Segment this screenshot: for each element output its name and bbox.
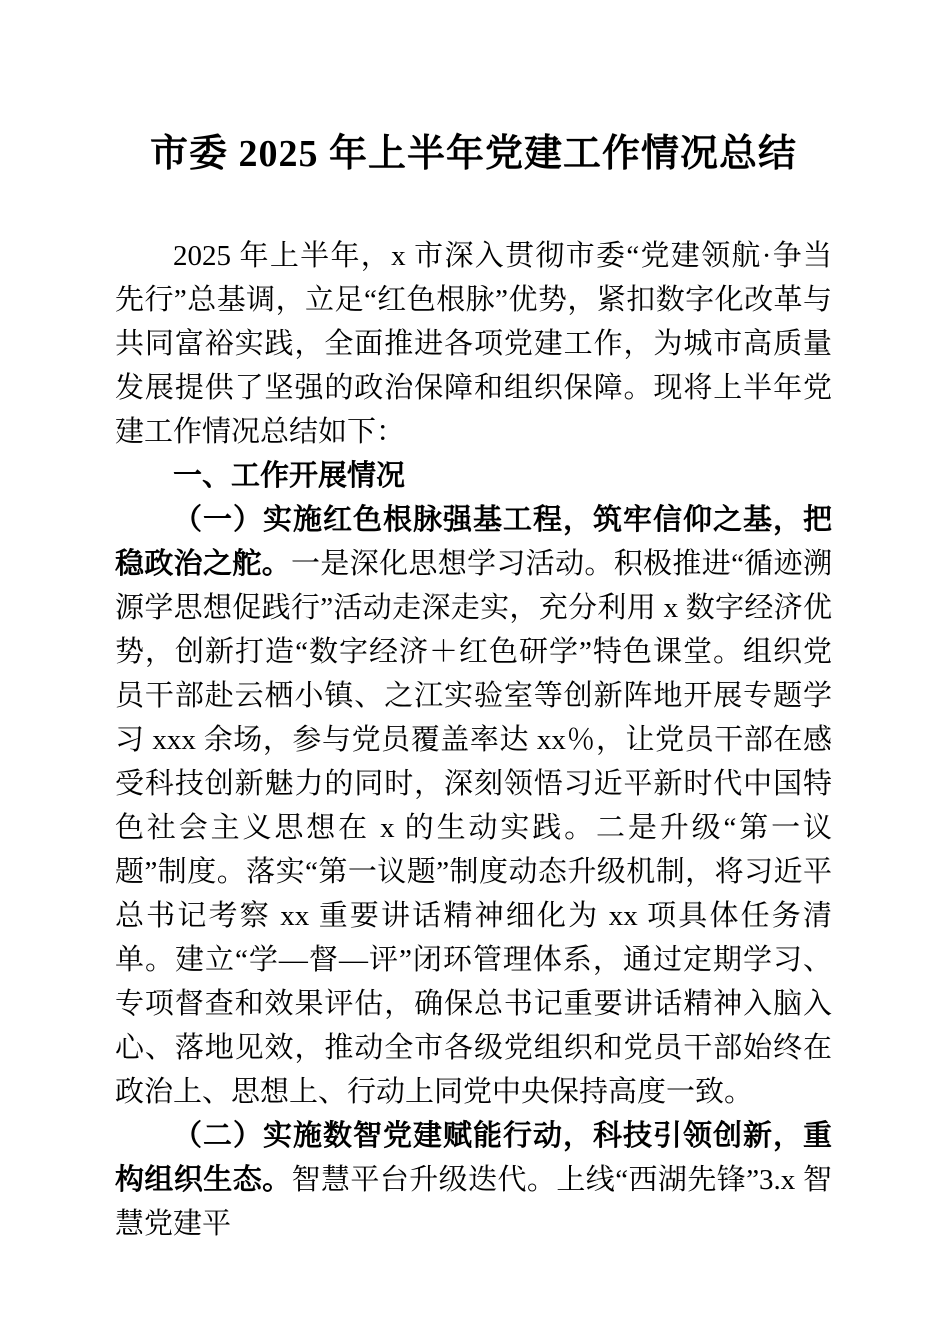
section-1-heading: 一、工作开展情况 (173, 460, 406, 492)
paragraph-item-1 (115, 498, 832, 1114)
item-1-text: 一是深化思想学习活动。积极推进“循迹溯源学思想促践行”活动走深走实，充分利用 x 数字经济优势，创新打造“数字经济＋红色研学”特色课堂。组织党员干部赴云栖小镇、之江实验室等创新阵地开展专题学习 xxx 余场，参与党员覆盖率达 xx％，让党员干部在感受科技创新魅力的同时，深刻领悟习近平新时代中国特色社会主义思想在 x 的生动实践。二是升级“第一议题”制度。落实“第一议题”制度动态升级机制，将习近平总书记考察 xx 重要讲话精神细化为 xx 项具体任务清单。建立“学—督—评”闭环管理体系，通过定期学习、专项督查和效果评估，确保总书记重要讲话精神入脑入心、落地见效，推动全市各级党组织和党员干部始终在政治上、思想上、行动上同党中央保持高度一致。 (115, 548, 832, 1108)
paragraph-item-2 (115, 1114, 832, 1246)
item-2-lead-sentence: （二）实施数智党建赋能行动，科技引领创新，重构组织生态。 (115, 1120, 832, 1196)
intro-paragraph: 2025 年上半年，x 市深入贯彻市委“党建领航·争当先行”总基调，立足“红色根脉”优势，紧扣数字化改革与共同富裕实践，全面推进各项党建工作，为城市高质量发展提供了坚强的政治保障和组织保障。现将上半年党建工作情况总结如下： (115, 240, 832, 448)
document-title: 市委 2025 年上半年党建工作情况总结 (149, 133, 797, 175)
item-1-lead-sentence: （一）实施红色根脉强基工程，筑牢信仰之基，把稳政治之舵。 (115, 504, 832, 580)
item-2-text: 智慧平台升级迭代。上线“西湖先锋”3.x 智慧党建平 (115, 1164, 832, 1240)
